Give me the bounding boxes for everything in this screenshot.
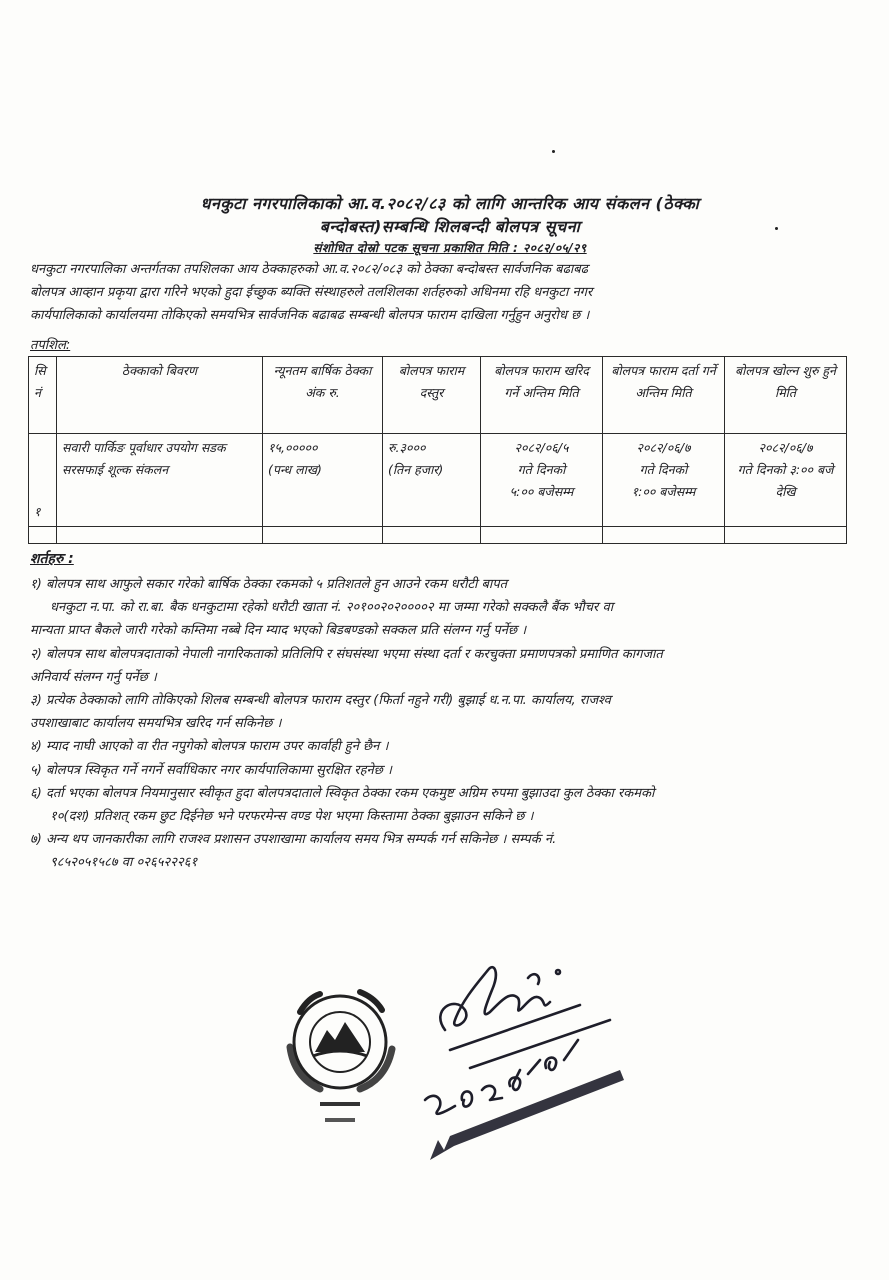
intro-line: कार्यपालिकाको कार्यालयमा तोकिएको समयभित्र सार्वजनिक बढाबढ सम्बन्धी बोलपत्र फाराम दाखिला गर्नुहुन अनुरोध छ । [30,308,590,323]
term-line: ९८५२०५१५८७ वा ०२६५२२२६१ [50,855,198,871]
cell-description: सवारी पार्किङ पूर्वाधार उपयोग सडक सरसफाई शूल्क संकलन [57,434,263,527]
term-line: ५) बोलपत्र स्विकृत गर्ने नगर्ने सर्वाधिकार नगर कार्यपालिकामा सुरक्षित रहनेछ । [30,762,392,778]
cell-opening-date [725,434,847,527]
open-date: २०८२/०६/७ [758,440,813,455]
cell-form-fee [383,434,481,527]
terms-heading: शर्तहरु : [30,551,74,567]
purchase-time: ५:०० बजेसम्म [509,484,574,499]
schedule-label: तपशिल: [30,338,71,353]
term-line: १) बोलपत्र साथ आफुले सकार गरेको बार्षिक ठेक्का रकमको ५ प्रतिशतले हुन आउने रकम धरौटी बापत [30,577,508,592]
open-day: गते दिनको ३:०० बजे देखि [737,462,834,499]
col-header-form-fee: बोलपत्र फाराम दस्तुर [383,357,481,434]
term-line: ६) दर्ता भएका बोलपत्र नियमानुसार स्वीकृत हुदा बोलपत्रदाताले स्विकृत ठेक्का रकम एकमुष्ट अग्रिम रुपमा बुझाउदा कुल ठेक्का रकमको [30,785,655,801]
purchase-date: २०८२/०६/५ [514,440,569,455]
register-day: गते दिनको [639,462,688,477]
table-header-row [29,357,847,434]
min-amount-value: १५,००००० [268,440,318,455]
cell-purchase-deadline [481,434,603,527]
register-date: २०८२/०६/७ [636,440,691,455]
notice-title-line2: बन्दोबस्त)सम्बन्धि शिलबन्दी बोलपत्र सूचना [319,217,581,236]
term-line: ७) अन्य थप जानकारीका लागि राजश्व प्रशासन उपशाखामा कार्यालय समय भित्र सम्पर्क गर्न सकिनेछ । सम्पर्क नं. [30,832,557,848]
scan-speck [552,150,555,153]
municipality-seal [265,972,415,1142]
col-header-opening-date: बोलपत्र खोल्न शुरु हुने मिति [725,357,847,434]
cell-min-amount [263,434,383,527]
fee-value: रु.३००० [388,440,426,455]
term-line: धनकुटा न.पा. को रा.बा. बैक धनकुटामा रहेको धरौटी खाता नं. २०१००२०२००००२ मा जम्मा गरेको सक्कलै बैंक भौचर वा [50,600,614,616]
col-header-description: ठेक्काको बिवरण [57,357,263,434]
term-line: १०(दश) प्रतिशत् रकम छुट दिईनेछ भने परफरमेन्स वण्ड पेश भएमा किस्तामा ठेक्का बुझाउन सकिने छ । [50,809,534,825]
term-line: मान्यता प्राप्त बैकले जारी गरेको कम्तिमा नब्बे दिन म्याद भएको बिडबण्डको सक्कल प्रति संलग्न गर्नु पर्नेछ । [30,623,527,639]
col-header-purchase-deadline: बोलपत्र फाराम खरिद गर्ने अन्तिम मिति [481,357,603,434]
cell-register-deadline [603,434,725,527]
publish-date-line: संशोधित दोस्रो पटक सूचना प्रकाशित मिति : २०८२/०५/२९ [313,241,587,255]
term-line: उपशाखाबाट कार्यालय समयभित्र खरिद गर्न सकिनेछ । [30,716,282,732]
register-time: १:०० बजेसम्म [631,484,696,499]
term-line: ४) म्याद नाघी आएको वा रीत नपुगेको बोलपत्र फाराम उपर कार्वाही हुने छैन । [30,739,389,755]
term-line: ३) प्रत्येक ठेक्काको लागि तोकिएको शिलब सम्बन्धी बोलपत्र फाराम दस्तुर (फिर्ता नहुने गरी) बुझाई ध.न.पा. कार्यालय, राजश्व [30,693,611,709]
col-header-register-deadline: बोलपत्र फाराम दर्ता गर्ने अन्तिम मिति [603,357,725,434]
fee-words: (तिन हजार) [388,462,444,477]
notice-title-line1: धनकुटा नगरपालिकाको आ.व.२०८२/८३ को लागि आन्तरिक आय संकलन (ठेक्का [200,194,700,213]
table-empty-row [29,527,847,544]
terms-list [30,573,862,875]
intro-line: बोलपत्र आव्हान प्रकृया द्वारा गरिने भएको हुदा ईच्छुक ब्यक्ति संस्थाहरुले तलशिलका शर्तहरुको अधिनमा रहि धनकुटा नगर [30,285,593,300]
tender-table [28,356,847,544]
term-line: २) बोलपत्र साथ बोलपत्रदाताको नेपाली नागरिकताको प्रतिलिपि र संघसंस्था भएमा संस्था दर्ता र करचुक्ता प्रमाणपत्रको प्रमाणित कागजात [30,646,663,662]
seal-mountain-emblem [315,1022,365,1052]
table-row [29,434,847,527]
officer-signature [410,950,640,1170]
term-line: अनिवार्य संलग्न गर्नु पर्नेछ । [30,669,157,685]
purchase-day: गते दिनको [517,462,566,477]
intro-paragraph [30,258,860,327]
cell-sn: १ [29,434,57,527]
intro-line: धनकुटा नगरपालिका अन्तर्गतका तपशिलका आय ठेक्काहरुको आ.व.२०८२/०८३ को ठेक्का बन्दोबस्त सार्वजनिक बढाबढ [30,262,589,277]
col-header-sn: सि नं [29,357,57,434]
min-amount-words: (पन्ध लाख) [268,462,322,477]
col-header-min-amount: न्यूनतम बार्षिक ठेक्का अंक रु. [263,357,383,434]
